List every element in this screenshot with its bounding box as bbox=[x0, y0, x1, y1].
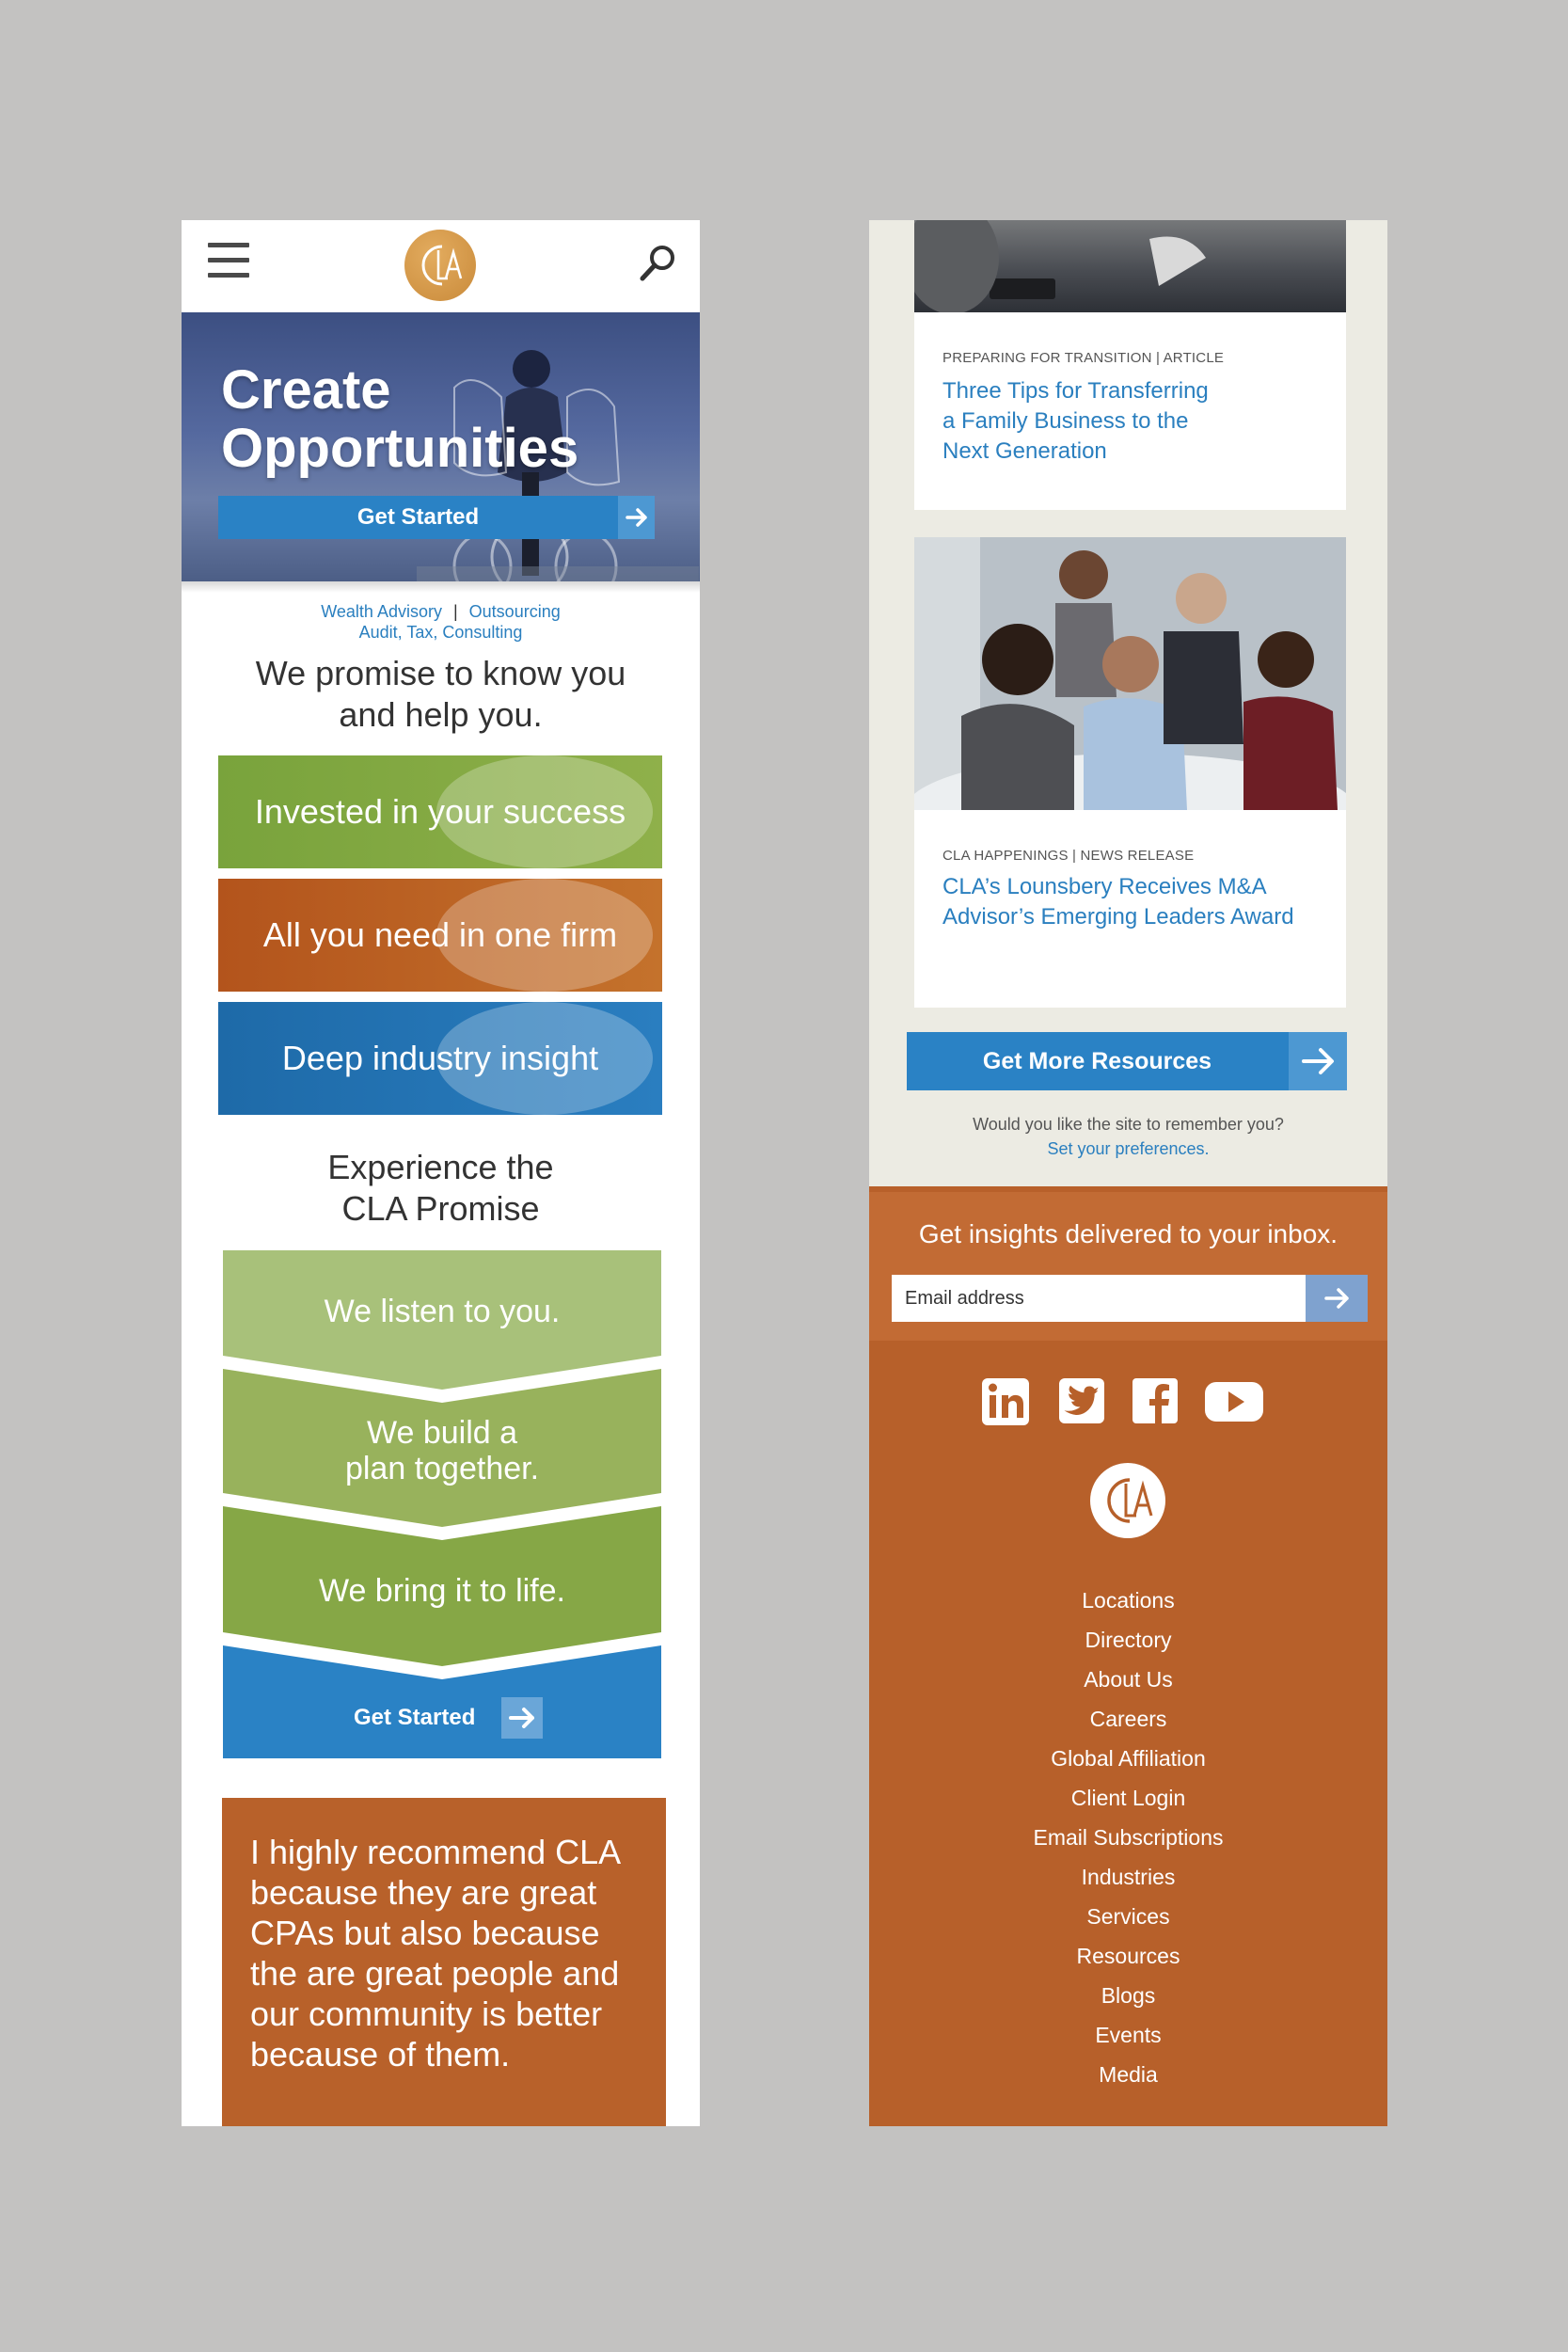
youtube-icon[interactable] bbox=[1203, 1376, 1265, 1427]
footer-link-about-us[interactable]: About Us bbox=[1084, 1667, 1173, 1692]
footer-link-client-login[interactable]: Client Login bbox=[1070, 1786, 1186, 1810]
hero-title: Create Opportunities bbox=[221, 359, 579, 479]
twitter-icon[interactable] bbox=[1057, 1376, 1106, 1427]
article-card-2[interactable] bbox=[914, 537, 1346, 1008]
mobile-homepage-screen bbox=[182, 220, 700, 2126]
article-category: PREPARING FOR TRANSITION | ARTICLE bbox=[942, 350, 1225, 366]
footer-links bbox=[869, 1581, 1387, 2094]
get-started-button[interactable]: Get Started bbox=[218, 496, 655, 539]
footer-link-careers[interactable]: Careers bbox=[1089, 1707, 1167, 1731]
footer-link-media[interactable]: Media bbox=[1099, 2062, 1158, 2087]
experience-heading: Experience the CLA Promise bbox=[327, 1148, 554, 1228]
search-icon[interactable] bbox=[637, 243, 678, 284]
linkedin-icon[interactable] bbox=[980, 1376, 1035, 1427]
footer-link-email-subscriptions[interactable]: Email Subscriptions bbox=[1033, 1825, 1224, 1850]
link-wealth-advisory[interactable]: Wealth Advisory bbox=[321, 602, 442, 621]
footer-link-locations[interactable]: Locations bbox=[1082, 1588, 1175, 1613]
newsletter-heading: Get insights delivered to your inbox. bbox=[918, 1219, 1338, 1248]
footer-link-services[interactable]: Services bbox=[1086, 1904, 1170, 1929]
set-preferences-link[interactable]: Set your preferences. bbox=[1047, 1139, 1210, 1158]
cla-logo[interactable] bbox=[404, 230, 476, 301]
top-bar bbox=[182, 220, 700, 312]
promise-heading: We promise to know you and help you. bbox=[255, 654, 626, 734]
email-input[interactable]: Email address bbox=[892, 1275, 1306, 1322]
arrow-right-icon bbox=[1289, 1032, 1347, 1090]
article-card-1[interactable] bbox=[914, 312, 1346, 510]
tile-one-firm[interactable]: All you need in one firm bbox=[218, 879, 662, 992]
footer-link-resources[interactable]: Resources bbox=[1076, 1944, 1180, 1968]
footer-link-blogs[interactable]: Blogs bbox=[1101, 1983, 1156, 2008]
service-links: Wealth Advisory | Outsourcing Audit, Tax, Consulting bbox=[182, 601, 700, 643]
meeting-table-image bbox=[914, 220, 1346, 312]
facebook-icon[interactable] bbox=[1131, 1376, 1180, 1427]
tile-invested[interactable]: Invested in your success bbox=[218, 755, 662, 868]
footer-link-global-affiliation[interactable]: Global Affiliation bbox=[1051, 1746, 1206, 1771]
menu-icon[interactable] bbox=[208, 243, 249, 280]
link-audit-tax-consulting[interactable]: Audit, Tax, Consulting bbox=[358, 623, 523, 642]
testimonial-quote: I highly recommend CLA because they are great CPAs but also because the are great people and our community is better because of them. bbox=[222, 1798, 666, 2126]
footer bbox=[869, 1341, 1387, 2126]
newsletter-signup bbox=[869, 1186, 1387, 1341]
footer-link-directory[interactable]: Directory bbox=[1085, 1628, 1172, 1652]
get-more-resources-button[interactable]: Get More Resources bbox=[907, 1032, 1347, 1090]
team-meeting-image bbox=[914, 537, 1346, 810]
tile-industry-insight[interactable]: Deep industry insight bbox=[218, 1002, 662, 1115]
mobile-resources-screen bbox=[869, 220, 1387, 2126]
footer-link-events[interactable]: Events bbox=[1095, 2023, 1162, 2047]
get-started-button-2[interactable]: Get Started bbox=[354, 1705, 476, 1730]
submit-email-button[interactable] bbox=[1306, 1275, 1368, 1322]
footer-link-industries[interactable]: Industries bbox=[1081, 1865, 1176, 1889]
divider bbox=[182, 581, 700, 593]
cla-logo[interactable] bbox=[1090, 1463, 1165, 1538]
step-bring-to-life: We bring it to life. bbox=[318, 1573, 566, 1609]
step-build: We build a plan together. bbox=[344, 1415, 540, 1486]
article-title[interactable]: Three Tips for Transferring a Family Business to the Next Generation bbox=[942, 378, 1209, 464]
step-listen: We listen to you. bbox=[324, 1294, 561, 1329]
arrow-right-icon bbox=[618, 496, 655, 539]
article-category: CLA HAPPENINGS | NEWS RELEASE bbox=[942, 848, 1195, 864]
arrow-right-icon[interactable] bbox=[501, 1697, 543, 1739]
hero-banner bbox=[182, 312, 700, 581]
link-outsourcing[interactable]: Outsourcing bbox=[468, 602, 561, 621]
article-title[interactable]: CLA’s Lounsbery Receives M&A Advisor’s Emerging Leaders Award bbox=[942, 874, 1294, 930]
preferences-prompt: Would you like the site to remember you? Set your preferences. bbox=[869, 1112, 1387, 1161]
